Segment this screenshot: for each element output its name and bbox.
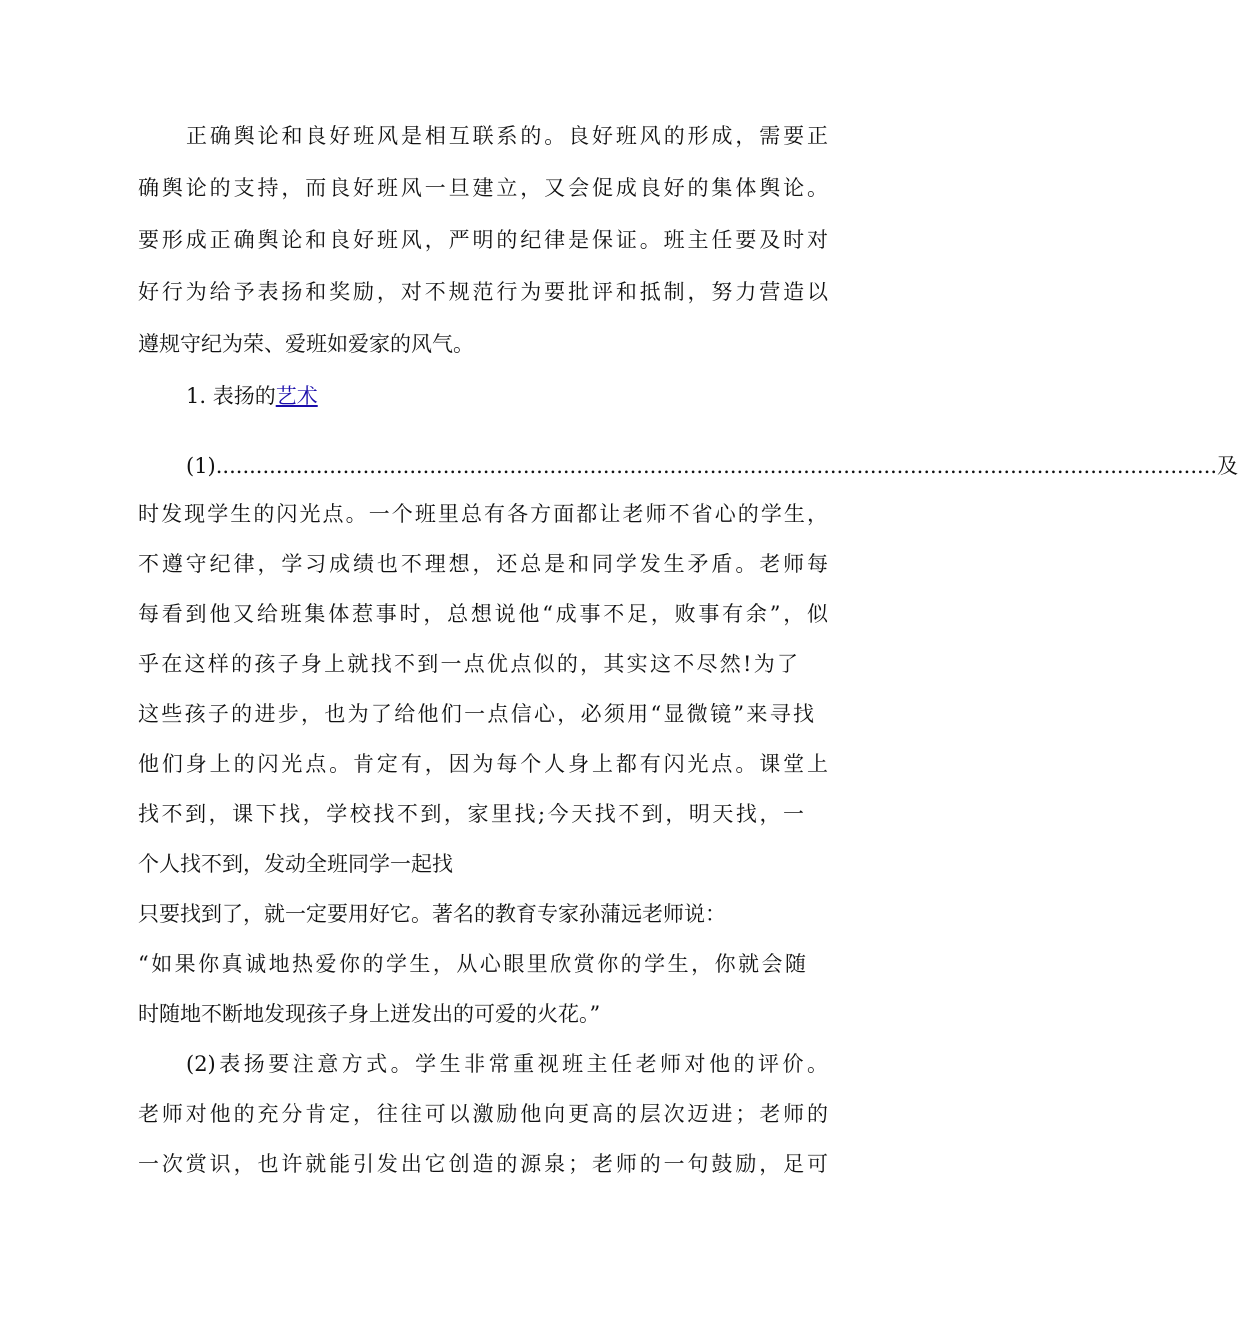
text-line: 这些孩子的进步，也为了给他们一点信心，必须用“显微镜”来寻找: [138, 702, 814, 726]
text-line: 只要找到了，就一定要用好它。著名的教育专家孙蒲远老师说：: [138, 902, 726, 926]
text-line: 每看到他又给班集体惹事时，总想说他“成事不足，败事有余”，似: [138, 602, 828, 626]
text-line: 乎在这样的孩子身上就找不到一点优点似的，其实这不尽然!为了: [138, 652, 798, 676]
art-link[interactable]: 艺术: [275, 384, 318, 408]
text-line: 要形成正确舆论和良好班风，严明的纪律是保证。班主任要及时对: [138, 228, 828, 252]
text-line: 遵规守纪为荣、爱班如爱家的风气。: [138, 332, 474, 356]
text-line: 一次赏识，也许就能引发出它创造的源泉；老师的一句鼓励，足可: [138, 1152, 828, 1176]
text-line: 老师对他的充分肯定，往往可以激励他向更高的层次迈进；老师的: [138, 1102, 828, 1126]
point-1-first-line: [186, 452, 1238, 480]
quote-line: “如果你真诚地热爱你的学生，从心眼里欣赏你的学生，你就会随: [138, 952, 806, 976]
text-line: 正确舆论和良好班风是相互联系的。良好班风的形成，需要正: [186, 124, 828, 148]
text-line: (2)表扬要注意方式。学生非常重视班主任老师对他的评价。: [186, 1052, 828, 1076]
text-line: 确舆论的支持，而良好班风一旦建立，又会促成良好的集体舆论。: [138, 176, 828, 200]
point-line-end: 及: [1217, 454, 1238, 478]
text-line: 他们身上的闪光点。肯定有，因为每个人身上都有闪光点。课堂上: [138, 752, 828, 776]
text-line: 个人找不到，发动全班同学一起找: [138, 852, 453, 876]
section-heading: [186, 382, 876, 410]
quote-line: 时随地不断地发现孩子身上迸发出的可爱的火花。”: [138, 1002, 601, 1026]
text-line: 好行为给予表扬和奖励，对不规范行为要批评和抵制，努力营造以: [138, 280, 828, 304]
point-label: (1): [186, 454, 216, 478]
dotted-leader: ......................................................................................................................................................: [215, 454, 1218, 478]
text-line: 不遵守纪律，学习成绩也不理想，还总是和同学发生矛盾。老师每: [138, 552, 828, 576]
heading-prefix: 1. 表扬的: [186, 384, 276, 408]
text-line: 找不到，课下找，学校找不到，家里找;今天找不到，明天找，一: [138, 802, 804, 826]
text-line: 时发现学生的闪光点。一个班里总有各方面都让老师不省心的学生，: [138, 502, 828, 526]
